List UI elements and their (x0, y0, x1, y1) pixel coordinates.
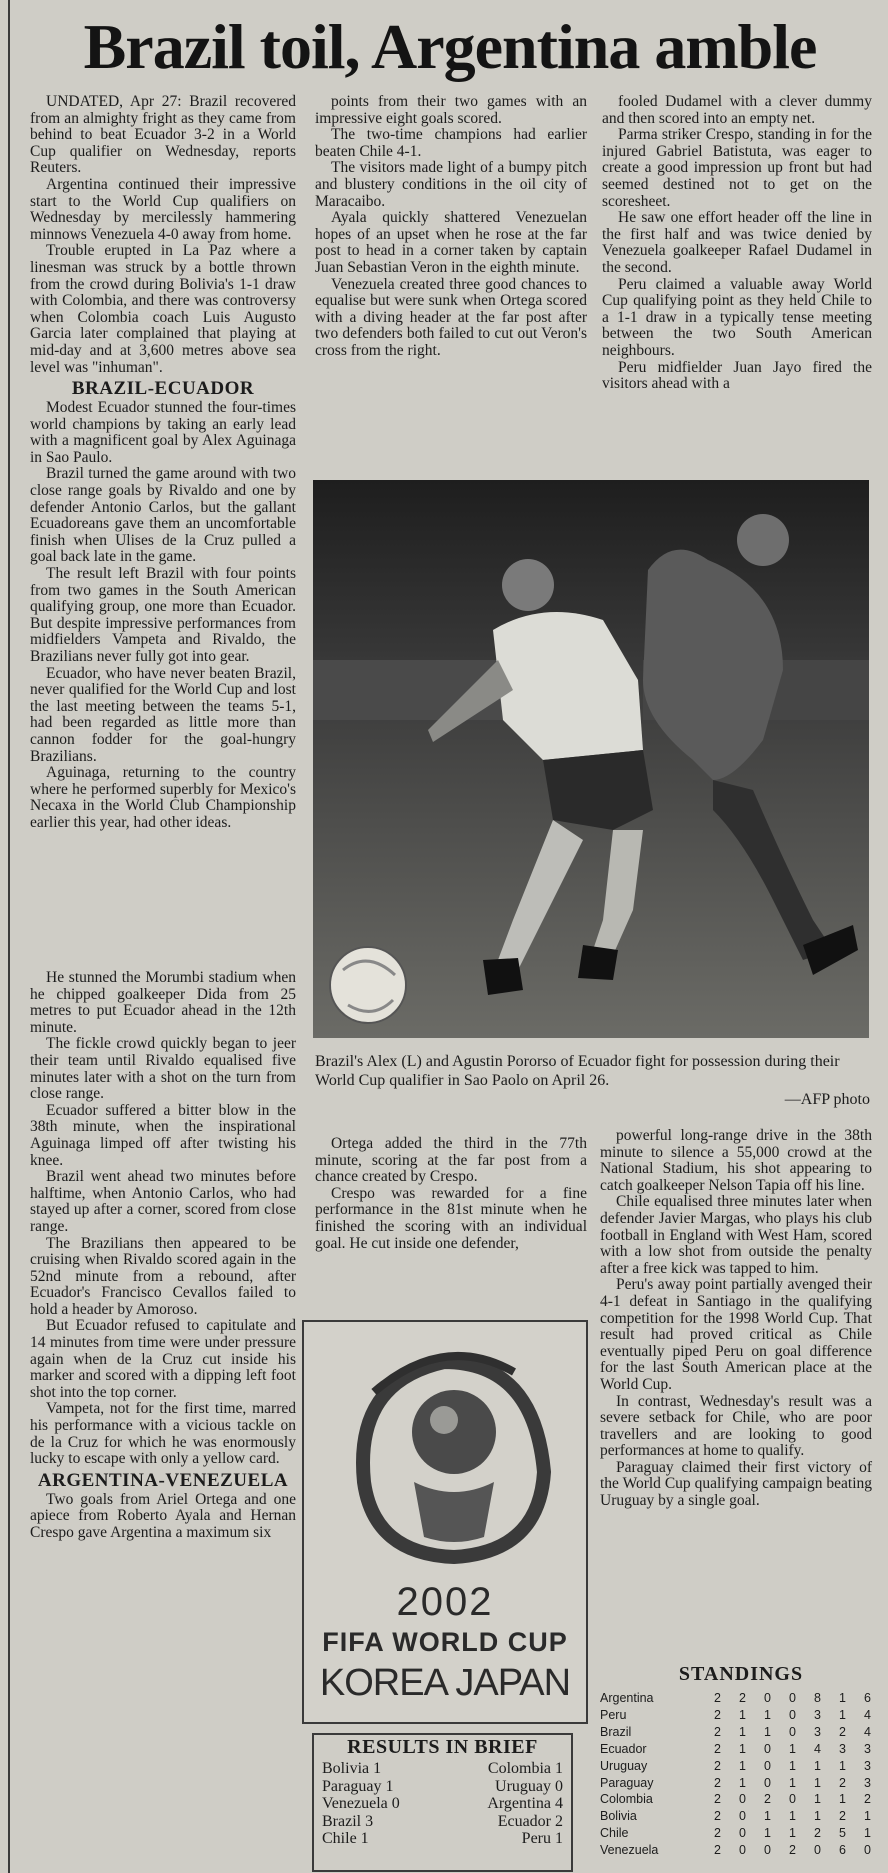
stat-value: 1 (839, 1792, 846, 1807)
team-name: Venezuela (600, 1843, 659, 1858)
article-paragraph: The Brazilians then appeared to be cruising when Rivaldo scored again in the 52nd minute from a rebound, after Ecuador's Francisco Cevallos failed to hold a header by Amoroso. (30, 1234, 296, 1318)
article-paragraph: Aguinaga, returning to the country where he performed superbly for Mexico's Necaxa in the World Club Championship earlier this year, had other ideas. (30, 764, 296, 831)
stat-value: 1 (789, 1758, 796, 1773)
team-name: Colombia (600, 1792, 653, 1807)
photo-caption (315, 1052, 870, 1109)
standings-row (600, 1758, 882, 1775)
stat-value: 5 (839, 1826, 846, 1841)
stat-value: 2 (714, 1792, 721, 1807)
stat-value: 1 (789, 1826, 796, 1841)
stat-value: 1 (789, 1809, 796, 1824)
stat-value: 0 (789, 1792, 796, 1807)
stat-value: 1 (789, 1775, 796, 1790)
stat-value: 0 (864, 1843, 871, 1858)
standings-row (600, 1842, 882, 1859)
stat-value: 1 (839, 1707, 846, 1722)
stat-value: 2 (714, 1809, 721, 1824)
stat-value: 1 (839, 1691, 846, 1705)
stat-value: 4 (814, 1741, 821, 1756)
stat-value: 2 (714, 1724, 721, 1739)
stat-value: 0 (764, 1843, 771, 1858)
standings-row (600, 1707, 882, 1724)
article-paragraph: The result left Brazil with four points from two games in the South American qualifying group, one more than Ecuador. But despite impressive performances from midfielders Vampeta and Rivaldo, the Brazilians never fully got into gear. (30, 565, 296, 665)
stat-value: 1 (789, 1741, 796, 1756)
team-name: Brazil (600, 1724, 632, 1739)
article-paragraph: The visitors made light of a bumpy pitch and blustery conditions in the oil city of Maracaibo. (315, 159, 587, 210)
stat-value: 0 (764, 1741, 771, 1756)
stat-value: 2 (714, 1707, 721, 1722)
article-paragraph: Vampeta, not for the first time, marred his performance with a vicious tackle on de la Cruz for which he was enormously lucky to escape with only a yellow card. (30, 1400, 296, 1468)
subhead-brazil-ecuador: BRAZIL-ECUADOR (71, 378, 255, 400)
stat-value: 2 (839, 1724, 846, 1739)
standings-row (600, 1690, 882, 1707)
column-3 (602, 94, 872, 393)
stat-value: 1 (764, 1809, 771, 1824)
stat-value: 3 (864, 1741, 871, 1756)
world-cup-emblem-icon (304, 1322, 586, 1582)
stat-value: 1 (814, 1758, 821, 1773)
article-paragraph: The two-time champions had earlier beaten Chile 4-1. (315, 126, 587, 160)
result-row (314, 1778, 571, 1795)
column-1-lower (30, 970, 296, 1542)
stat-value: 1 (764, 1826, 771, 1841)
team-name: Bolivia (600, 1809, 637, 1824)
home-team-score: Chile 1 (322, 1830, 369, 1848)
column-3-lower (600, 1128, 872, 1510)
article-paragraph: He saw one effort header off the line in the first half and was twice denied by Venezuela goalkeeper Rafael Dudamel in the second. (602, 209, 872, 276)
home-team-score: Paraguay 1 (322, 1777, 394, 1795)
stat-value: 6 (839, 1843, 846, 1858)
article-paragraph: Argentina continued their impressive start to the World Cup qualifiers on Wednesday by mercilessly hammering minnows Venezuela 4-0 away from home. (30, 175, 296, 243)
standings-row (600, 1724, 882, 1741)
team-name: Chile (600, 1826, 629, 1841)
stat-value: 2 (714, 1826, 721, 1841)
team-name: Ecuador (600, 1741, 647, 1756)
world-cup-logo (302, 1320, 588, 1724)
stat-value: 1 (864, 1826, 871, 1841)
away-team-score: Colombia 1 (487, 1760, 563, 1778)
stat-value: 0 (739, 1843, 746, 1858)
column-2 (315, 94, 587, 360)
standings-row (600, 1808, 882, 1825)
stat-value: 0 (789, 1691, 796, 1705)
away-team-score: Argentina 4 (487, 1795, 563, 1813)
article-paragraph: powerful long-range drive in the 38th minute to silence a 55,000 crowd at the National Stadium, his shot appearing to catch goalkeeper Nelson Tapia off his line. (600, 1127, 872, 1194)
away-team-score: Ecuador 2 (497, 1812, 563, 1830)
article-paragraph: Venezuela created three good chances to equalise but were sunk when Ortega scored with a diving header at the far post after two defenders both failed to cut out Veron's cross from the right. (315, 275, 587, 359)
result-row (314, 1795, 571, 1812)
stat-value: 2 (864, 1792, 871, 1807)
team-name: Paraguay (600, 1775, 654, 1790)
stat-value: 3 (864, 1775, 871, 1790)
stat-value: 1 (814, 1775, 821, 1790)
logo-title: FIFA WORLD CUP (322, 1627, 568, 1657)
stat-value: 1 (764, 1724, 771, 1739)
headline: Brazil toil, Argentina amble (83, 11, 817, 82)
article-paragraph: In contrast, Wednesday's result was a severe setback for Chile, who are poor travellers and are looking to good performances at home to qualify. (600, 1392, 872, 1460)
article-paragraph: But Ecuador refused to capitulate and 14 minutes from time were under pressure again when de la Cruz cut inside his marker and scored with a dipping left foot shot into the top corner. (30, 1317, 296, 1401)
stat-value: 2 (839, 1809, 846, 1824)
stat-value: 1 (864, 1809, 871, 1824)
article-paragraph: fooled Dudamel with a clever dummy and then scored into an empty net. (602, 93, 872, 127)
logo-year: 2002 (396, 1580, 494, 1624)
article-paragraph: He stunned the Morumbi stadium when he chipped goalkeeper Dida from 25 metres to put Ecuador ahead in the 12th minute. (30, 969, 296, 1036)
article-paragraph: Parma striker Crespo, standing in for the injured Gabriel Batistuta, was eager to create a good impression up front but had seemed destined not to get on the scoresheet. (602, 126, 872, 210)
standings-table (600, 1663, 882, 1859)
stat-value: 4 (864, 1724, 871, 1739)
stat-value: 0 (764, 1775, 771, 1790)
stat-value: 0 (764, 1691, 771, 1705)
standings-row (600, 1775, 882, 1792)
stat-value: 3 (814, 1707, 821, 1722)
article-paragraph: Chile equalised three minutes later when defender Javier Margas, who plays his club football in England with West Ham, scored with a low shot from outside the penalty after a free kick was tapped to him. (600, 1193, 872, 1277)
stat-value: 3 (814, 1724, 821, 1739)
stat-value: 2 (714, 1691, 721, 1705)
stat-value: 1 (739, 1758, 746, 1773)
article-paragraph: Brazil went ahead two minutes before halftime, when Antonio Carlos, who had stayed up after a corner, scored from close range. (30, 1168, 296, 1235)
article-paragraph: Crespo was rewarded for a fine performance in the 81st minute when he finished the scoring with an individual goal. He cut inside one defender, (315, 1184, 587, 1252)
stat-value: 0 (764, 1758, 771, 1773)
stat-value: 2 (714, 1741, 721, 1756)
away-team-score: Peru 1 (521, 1830, 563, 1848)
article-paragraph: Ecuador, who have never beaten Brazil, never qualified for the World Cup and lost the last meeting between the teams 5-1, had been regarded as little more than cannon fodder for the goal-hungry Brazilians. (30, 664, 296, 765)
stat-value: 2 (789, 1843, 796, 1858)
stat-value: 0 (789, 1707, 796, 1722)
standings-row (600, 1791, 882, 1808)
standings-row (600, 1741, 882, 1758)
article-paragraph: Ayala quickly shattered Venezuelan hopes of an upset when he rose at the far post to head in a corner taken by captain Juan Sebastian Veron in the eighth minute. (315, 209, 587, 276)
stat-value: 1 (739, 1775, 746, 1790)
subhead-argentina-venezuela: ARGENTINA-VENEZUELA (37, 1469, 289, 1491)
article-paragraph: Ortega added the third in the 77th minute, scoring at the far post from a chance created by Crespo. (315, 1135, 587, 1186)
results-title: RESULTS IN BRIEF (347, 1736, 538, 1758)
stat-value: 0 (739, 1792, 746, 1807)
home-team-score: Venezuela 0 (322, 1795, 400, 1813)
article-paragraph: Two goals from Ariel Ortega and one apiece from Roberto Ayala and Hernan Crespo gave Argentina a maximum six (30, 1490, 296, 1541)
article-paragraph: Modest Ecuador stunned the four-times world champions by taking an early lead with a magnificent goal by Alex Aguinaga in Sao Paulo. (30, 399, 296, 466)
team-name: Uruguay (600, 1758, 648, 1773)
stat-value: 6 (864, 1691, 871, 1705)
stat-value: 2 (714, 1758, 721, 1773)
stat-value: 1 (739, 1741, 746, 1756)
stat-value: 2 (714, 1843, 721, 1858)
left-column-rule (8, 0, 10, 1873)
home-team-score: Bolivia 1 (322, 1760, 382, 1778)
article-paragraph: Peru midfielder Juan Jayo fired the visitors ahead with a (602, 358, 872, 393)
logo-hosts: KOREA JAPAN (319, 1662, 571, 1704)
results-in-brief (312, 1733, 573, 1872)
standings-row (600, 1825, 882, 1842)
stat-value: 1 (739, 1724, 746, 1739)
stat-value: 8 (814, 1691, 821, 1705)
article-paragraph: Trouble erupted in La Paz where a linesman was struck by a bottle thrown from the crowd during Bolivia's 1-1 draw with Colombia, and there was controversy when Colombia coach Luis Augusto Garcia later complained that playing at mid-day and at 3,600 metres above sea level was "inhuman". (30, 242, 296, 376)
article-paragraph: Ecuador suffered a bitter blow in the 38th minute, when the inspirational Aguinaga limped off after twisting his knee. (30, 1101, 296, 1169)
article-paragraph: Brazil turned the game around with two close range goals by Rivaldo and one by defender Antonio Carlos, but the gallant Ecuadoreans gave them an uncomfortable finish when Ulises de la Cruz pulled a goal back late in the game. (30, 465, 296, 566)
stat-value: 2 (739, 1691, 746, 1705)
column-2-lower (315, 1136, 587, 1252)
column-1 (30, 94, 296, 832)
stat-value: 4 (864, 1707, 871, 1722)
article-paragraph: UNDATED, Apr 27: Brazil recovered from an almighty fright as they came from behind to beat Ecuador 3-2 in a World Cup qualifier on Wednesday, reports Reuters. (30, 93, 296, 177)
home-team-score: Brazil 3 (322, 1812, 374, 1830)
result-row (314, 1760, 571, 1777)
stat-value: 2 (814, 1826, 821, 1841)
result-row (314, 1813, 571, 1830)
stat-value: 0 (814, 1843, 821, 1858)
stat-value: 1 (839, 1758, 846, 1773)
photo-credit: —AFP photo (784, 1091, 870, 1108)
article-paragraph: Paraguay claimed their first victory of the World Cup qualifying campaign beating Uruguay by a single goal. (600, 1458, 872, 1510)
result-row (314, 1830, 571, 1847)
stat-value: 1 (814, 1792, 821, 1807)
article-paragraph: Peru's away point partially avenged their 4-1 defeat in Santiago in the qualifying competition for the 1998 World Cup. That result had proved critical as Chile eventually piped Peru on goal difference for the last South American place at the World Cup. (600, 1276, 872, 1393)
article-paragraph: Peru claimed a valuable away World Cup qualifying point as they held Chile to a 1-1 draw in a typically tense meeting between the two South American neighbours. (602, 275, 872, 359)
stat-value: 1 (739, 1707, 746, 1722)
match-photo (313, 480, 869, 1038)
stat-value: 1 (764, 1707, 771, 1722)
caption-text: Brazil's Alex (L) and Agustin Pororso of Ecuador fight for possession during their World Cup qualifier in Sao Paolo on April 26. (315, 1053, 840, 1089)
stat-value: 3 (864, 1758, 871, 1773)
team-name: Argentina (600, 1691, 654, 1705)
stat-value: 0 (739, 1809, 746, 1824)
stat-value: 2 (764, 1792, 771, 1807)
away-team-score: Uruguay 0 (495, 1777, 563, 1795)
stat-value: 0 (789, 1724, 796, 1739)
team-name: Peru (600, 1707, 627, 1722)
stat-value: 0 (739, 1826, 746, 1841)
stat-value: 2 (839, 1775, 846, 1790)
stat-value: 1 (814, 1809, 821, 1824)
stat-value: 3 (839, 1741, 846, 1756)
stat-value: 2 (714, 1775, 721, 1790)
article-paragraph: points from their two games with an impressive eight goals scored. (315, 93, 587, 127)
article-paragraph: The fickle crowd quickly began to jeer their team until Rivaldo equalised five minutes later with a shot on the turn from close range. (30, 1035, 296, 1103)
standings-title: STANDINGS (678, 1663, 804, 1685)
